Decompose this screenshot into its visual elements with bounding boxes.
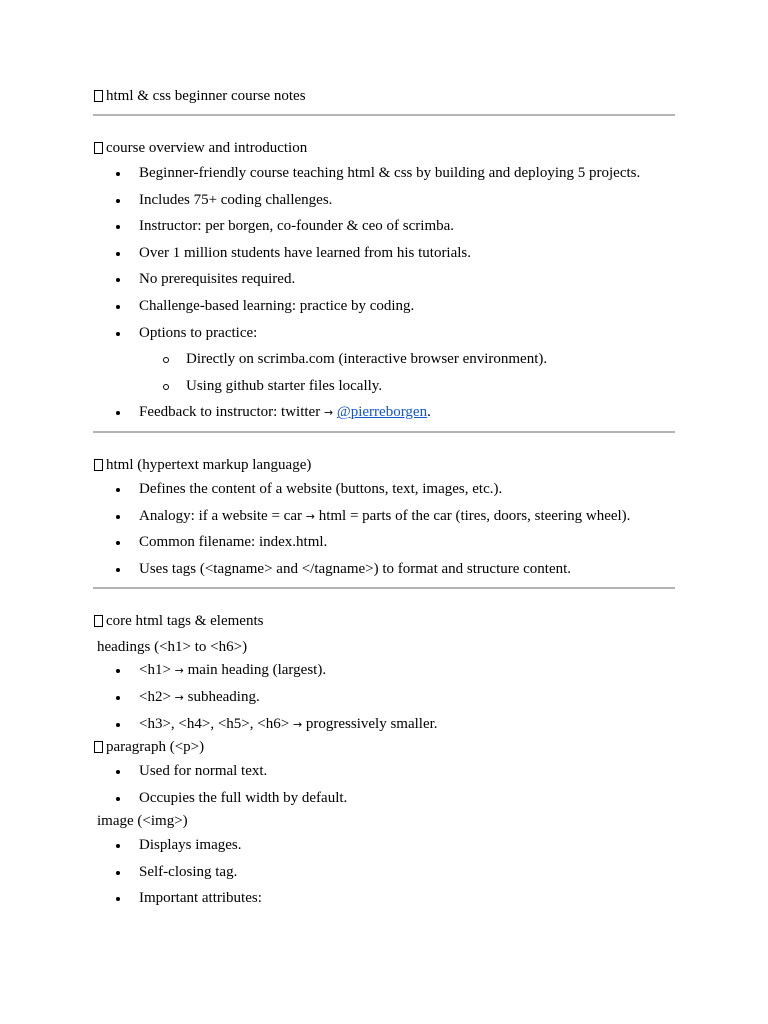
section-heading-html bbox=[93, 455, 675, 475]
list-item: Over 1 million students have learned from his tutorials. bbox=[93, 240, 675, 267]
missing-glyph-icon bbox=[94, 741, 103, 753]
list-item: Challenge-based learning: practice by coding. bbox=[93, 293, 675, 320]
group-label-text: paragraph (<p>) bbox=[106, 739, 205, 756]
sub-list-item: Directly on scrimba.com (interactive browser environment). bbox=[93, 346, 675, 373]
list-item bbox=[93, 684, 675, 711]
paragraph-list bbox=[93, 758, 675, 811]
list-item: Self-closing tag. bbox=[93, 859, 675, 886]
arrow-icon: → bbox=[292, 717, 303, 731]
group-label-headings: headings (<h1> to <h6>) bbox=[97, 639, 248, 656]
list-item bbox=[93, 711, 675, 738]
missing-glyph-icon bbox=[94, 90, 103, 102]
list-item: Uses tags (<tagname> and </tagname>) to format and structure content. bbox=[93, 556, 675, 583]
section-heading-text: html (hypertext markup language) bbox=[106, 456, 312, 473]
arrow-icon: → bbox=[305, 509, 315, 523]
list-item: Defines the content of a website (buttons, text, images, etc.). bbox=[93, 476, 675, 503]
headings-list bbox=[93, 657, 675, 737]
item-text: html = parts of the car (tires, doors, steering wheel). bbox=[318, 507, 631, 524]
list-item: Important attributes: bbox=[93, 885, 675, 912]
list-item: Beginner-friendly course teaching html & css by building and deploying 5 projects. bbox=[93, 160, 675, 187]
html-list bbox=[93, 476, 675, 582]
list-item: Used for normal text. bbox=[93, 758, 675, 785]
item-text: <h1> bbox=[139, 662, 171, 679]
image-list bbox=[93, 832, 675, 912]
section-heading-overview bbox=[93, 138, 675, 158]
section-heading-text: core html tags & elements bbox=[106, 613, 264, 630]
sub-list-item: Using github starter files locally. bbox=[93, 373, 675, 400]
list-item: Common filename: index.html. bbox=[93, 529, 675, 556]
item-text: main heading (largest). bbox=[187, 662, 327, 679]
list-item: Options to practice: bbox=[93, 320, 675, 347]
group-label-image: image (<img>) bbox=[97, 813, 188, 830]
document-page bbox=[93, 86, 675, 912]
missing-glyph-icon bbox=[94, 459, 103, 471]
doc-title-text: html & css beginner course notes bbox=[106, 88, 306, 104]
list-item: Occupies the full width by default. bbox=[93, 785, 675, 812]
feedback-suffix: . bbox=[427, 404, 431, 421]
list-item: No prerequisites required. bbox=[93, 266, 675, 293]
list-item: Includes 75+ coding challenges. bbox=[93, 187, 675, 214]
item-text: Analogy: if a website = car bbox=[139, 507, 302, 524]
item-text: subheading. bbox=[187, 688, 260, 705]
section-heading-core-tags bbox=[93, 611, 675, 631]
list-item bbox=[93, 657, 675, 684]
arrow-icon: → bbox=[323, 406, 334, 420]
missing-glyph-icon bbox=[94, 615, 103, 627]
overview-list bbox=[93, 160, 675, 426]
list-item: Instructor: per borgen, co-founder & ceo of scrimba. bbox=[93, 213, 675, 240]
arrow-icon: → bbox=[174, 664, 184, 678]
group-label-paragraph bbox=[93, 737, 675, 757]
list-item bbox=[93, 503, 675, 530]
item-text: <h3>, <h4>, <h5>, <h6> bbox=[139, 715, 290, 732]
missing-glyph-icon bbox=[94, 142, 103, 154]
doc-title bbox=[93, 86, 675, 106]
arrow-icon: → bbox=[174, 690, 184, 704]
feedback-prefix: Feedback to instructor: twitter bbox=[139, 404, 321, 421]
list-item: Displays images. bbox=[93, 832, 675, 859]
item-text: <h2> bbox=[139, 688, 171, 705]
item-text: progressively smaller. bbox=[305, 715, 438, 732]
feedback-item bbox=[93, 399, 675, 426]
twitter-link[interactable]: @pierreborgen bbox=[336, 404, 428, 421]
section-heading-text: course overview and introduction bbox=[106, 140, 308, 156]
